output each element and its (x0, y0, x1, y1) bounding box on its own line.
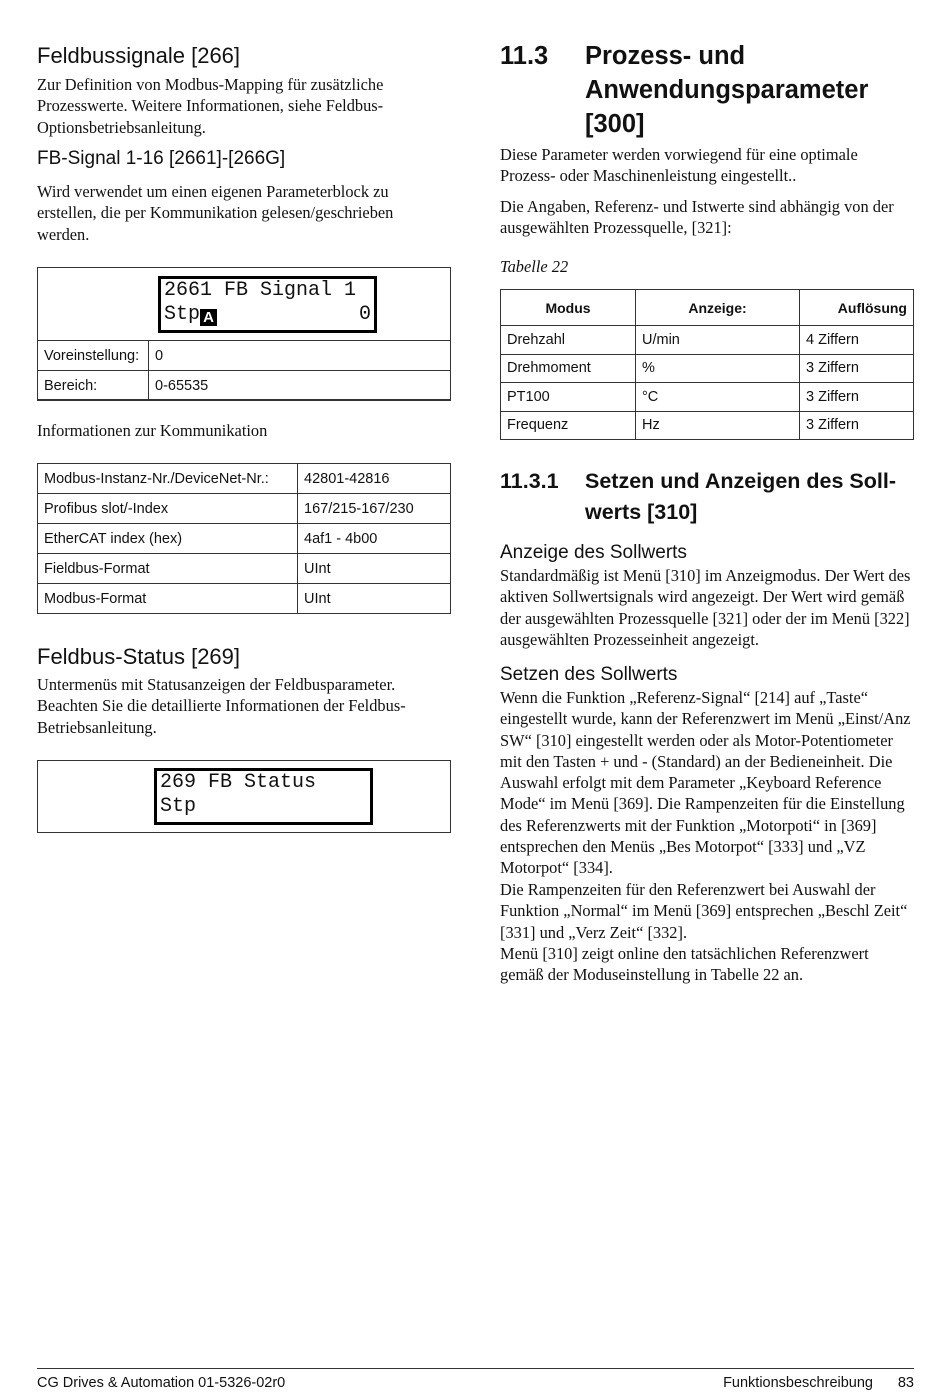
table-header-row (501, 290, 914, 326)
subsection-title-line-1: Setzen und Anzeigen des Soll- (585, 469, 896, 493)
comm-label: Fieldbus-Format (38, 554, 298, 584)
table-cell: % (636, 354, 800, 383)
table-cell: 3 Ziffern (800, 383, 914, 412)
table-cell: 3 Ziffern (800, 411, 914, 440)
comm-value: UInt (298, 554, 451, 584)
table-caption: Tabelle 22 (500, 257, 569, 276)
feldbus-status-parameter-box (37, 760, 451, 833)
fb-signal-settings-table (37, 340, 451, 401)
lcd-line-1: 269 FB Status (160, 771, 317, 794)
lcd-line-2 (164, 303, 217, 327)
comm-label: Profibus slot/-Index (38, 494, 298, 524)
table-row (501, 411, 914, 440)
footer-section-name: Funktionsbeschreibung (723, 1375, 873, 1391)
table-row (38, 554, 451, 584)
comm-heading: Informationen zur Kommunikation (37, 421, 268, 440)
modus-table (500, 289, 914, 440)
table-cell: U/min (636, 326, 800, 355)
subsection-title-line-2: werts [310] (585, 500, 698, 524)
setting-label: Bereich: (38, 371, 149, 401)
section-number: 11.3 (500, 42, 549, 70)
table-row (38, 464, 451, 494)
feldbus-status-text: Untermenüs mit Statusanzeigen der Feldbusparameter. Beachten Sie die detaillierte Informationen der Feldbus-Betriebsanleitung. (37, 675, 406, 737)
comm-label: EtherCAT index (hex) (38, 524, 298, 554)
feldbus-status-lcd-display (154, 768, 373, 825)
lcd-value: 0 (358, 303, 371, 326)
fb-signal-parameter-box (37, 267, 451, 400)
table-cell: Frequenz (501, 411, 636, 440)
section-intro-2: Die Angaben, Referenz- und Istwerte sind abhängig von der ausgewählten Prozessquelle, [321]: (500, 197, 894, 238)
lcd-line-2: Stp (160, 795, 197, 818)
table-cell: Drehmoment (501, 354, 636, 383)
comm-label: Modbus-Instanz-Nr./DeviceNet-Nr.: (38, 464, 298, 494)
table-row (38, 584, 451, 614)
comm-value: 167/215-167/230 (298, 494, 451, 524)
anzeige-heading: Anzeige des Sollwerts (500, 542, 687, 563)
table-cell: °C (636, 383, 800, 412)
table-row (501, 383, 914, 412)
table-cell: PT100 (501, 383, 636, 412)
section-title-line-1: Prozess- und (585, 42, 746, 70)
table-cell: Hz (636, 411, 800, 440)
table-row (501, 326, 914, 355)
setting-value: 0-65535 (149, 371, 451, 401)
feldbus-status-heading: Feldbus-Status [269] (37, 644, 241, 669)
fb-signal-text: Wird verwendet um einen eigenen Parameterblock zu erstellen, die per Kommunikation gelesen/geschrieben werden. (37, 182, 394, 244)
feldbussignale-heading: Feldbussignale [266] (37, 43, 241, 68)
setting-label: Voreinstellung: (38, 341, 149, 371)
setzen-heading: Setzen des Sollwerts (500, 664, 678, 685)
column-header: Modus (501, 290, 636, 326)
fb-signal-lcd-display (158, 276, 377, 333)
lcd-status: Stp (164, 303, 201, 326)
comm-label: Modbus-Format (38, 584, 298, 614)
feldbussignale-text: Zur Definition von Modbus-Mapping für zusätzliche Prozesswerte. Weitere Informationen, siehe Feldbus-Optionsbetriebsanleitung. (37, 75, 384, 137)
fb-signal-heading: FB-Signal 1-16 [2661]-[266G] (37, 148, 286, 169)
table-cell: 4 Ziffern (800, 326, 914, 355)
comm-value: 42801-42816 (298, 464, 451, 494)
setzen-text-3: Menü [310] zeigt online den tatsächlichen Referenzwert gemäß der Moduseinstellung in Tabelle 22 an. (500, 944, 869, 985)
table-row (38, 371, 451, 401)
anzeige-text: Standardmäßig ist Menü [310] im Anzeigmodus. Der Wert des aktiven Sollwertsignals wird angezeigt. Der Wert wird gemäß der ausgewählten Prozessquelle [321] oder der im Menü [322] ausgewählten Prozesseinheit angezeigt. (500, 566, 911, 649)
page-footer (37, 1368, 914, 1391)
comm-value: UInt (298, 584, 451, 614)
section-intro-1: Diese Parameter werden vorwiegend für eine optimale Prozess- oder Maschinenleistung eingestellt.. (500, 145, 858, 186)
setting-value: 0 (149, 341, 451, 371)
table-row (38, 524, 451, 554)
lcd-cursor-indicator: A (200, 309, 217, 326)
column-header: Anzeige: (636, 290, 800, 326)
page-number: 83 (897, 1375, 914, 1391)
section-title-line-3: [300] (585, 110, 645, 138)
table-row (38, 341, 451, 371)
column-header: Auflösung (800, 290, 914, 326)
table-cell: 3 Ziffern (800, 354, 914, 383)
setzen-text-1: Wenn die Funktion „Referenz-Signal“ [214] auf „Taste“ eingestellt wurde, kann der Referenzwert im Menü „Einst/Anz SW“ [310] eingestellt werden oder als Motor-Potentiometer mit den Tasten + und - (Standard) an der Bedieneinheit. Die Auswahl erfolgt mit dem Parameter „Keyboard Reference Mode“ im Menü [369]. Die Rampenzeiten für die Einstellung des Referenzwerts mit der Funktion „Motorpoti“ in [369] entsprechen den Menüs „Bes Motorpot“ [333] und „VZ Motorpot“ [334]. (500, 688, 911, 878)
comm-info-table (37, 463, 451, 614)
section-title-line-2: Anwendungsparameter (585, 76, 869, 104)
table-row (38, 494, 451, 524)
footer-document-id: CG Drives & Automation 01-5326-02r0 (37, 1375, 286, 1391)
table-row (501, 354, 914, 383)
setzen-text-2: Die Rampenzeiten für den Referenzwert bei Auswahl der Funktion „Normal“ im Menü [369] entsprechen „Beschl Zeit“ [331] und „Verz Zeit“ [332]. (500, 880, 908, 942)
lcd-line-1: 2661 FB Signal 1 (164, 279, 357, 302)
comm-value: 4af1 - 4b00 (298, 524, 451, 554)
table-cell: Drehzahl (501, 326, 636, 355)
subsection-number: 11.3.1 (500, 469, 559, 493)
